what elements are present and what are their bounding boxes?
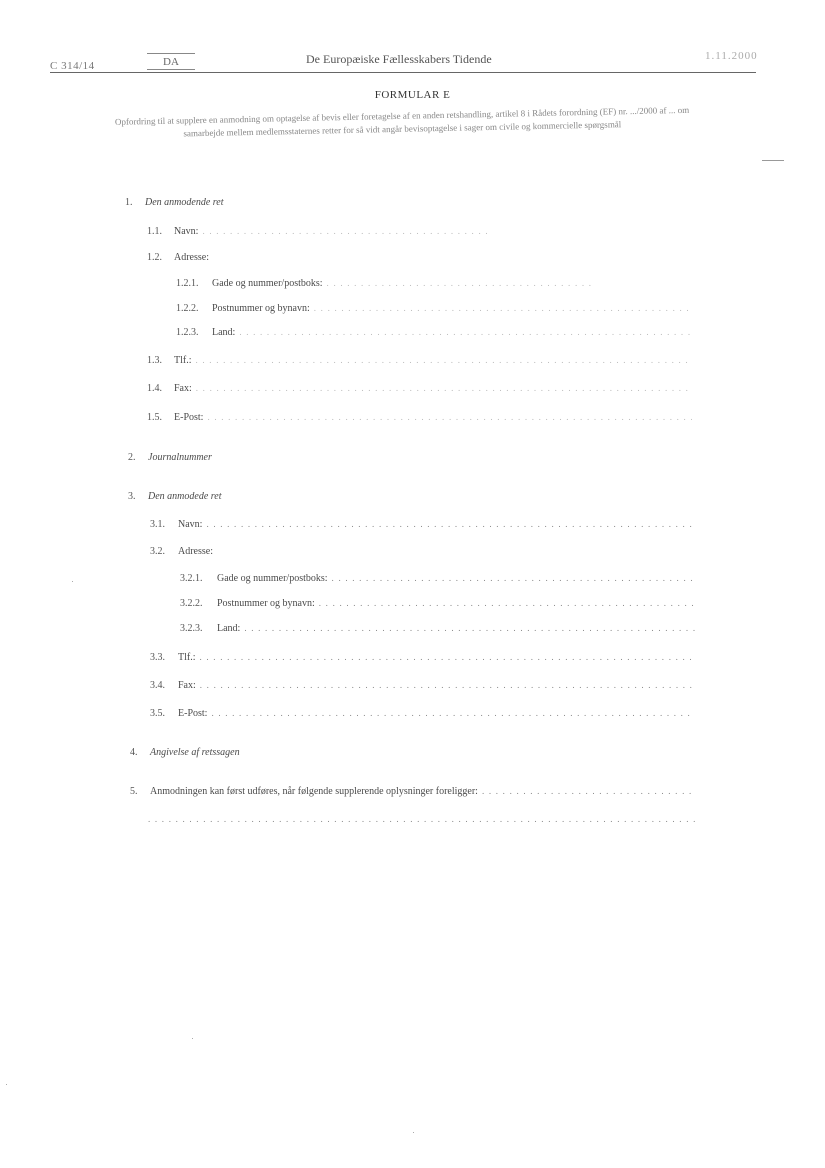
section-number: 3. [128,491,136,502]
field-1-1-name[interactable] [147,225,487,238]
field-3-2-1-street[interactable] [180,572,695,585]
field-label: Navn: [174,226,199,237]
fill-in-dots[interactable] [148,813,696,825]
section-title: Den anmodede ret [148,491,222,502]
field-3-3-phone[interactable] [150,651,695,664]
field-3-5-email[interactable] [150,707,695,720]
section-5-heading[interactable] [130,785,696,798]
field-label: Adresse: [178,546,213,557]
field-number: 1.2.2. [176,303,199,314]
fill-in-dots[interactable] [196,382,692,394]
field-1-2-2-postal[interactable] [176,302,691,315]
journal-title: De Europæiske Fællesskabers Tidende [306,52,492,66]
field-number: 1.2. [147,252,162,263]
section-number: 4. [130,747,138,758]
field-label: Tlf.: [178,652,196,663]
section-title: Angivelse af retssagen [150,747,240,758]
field-label: Postnummer og bynavn: [212,303,310,314]
field-label: Adresse: [174,252,209,263]
field-label: Gade og nummer/postboks: [217,573,328,584]
field-number: 1.2.3. [176,327,199,338]
field-number: 1.1. [147,226,162,237]
field-1-5-email[interactable] [147,411,692,424]
fill-in-dots[interactable] [206,518,695,530]
fill-in-dots[interactable] [196,354,693,366]
field-label: Postnummer og bynavn: [217,598,315,609]
fill-in-dots[interactable] [314,302,691,314]
section-number: 5. [130,786,138,797]
field-number: 3.2.1. [180,573,203,584]
fill-in-dots[interactable] [207,411,692,423]
page-reference: C 314/14 [50,60,95,72]
margin-mark [762,160,784,161]
section-title: Journalnummer [148,452,212,463]
field-label: Fax: [178,680,196,691]
field-number: 1.2.1. [176,278,199,289]
section-5-continuation-line[interactable] [148,813,696,825]
field-number: 1.5. [147,412,162,423]
field-3-4-fax[interactable] [150,679,695,692]
fill-in-dots[interactable] [202,225,487,237]
field-number: 3.5. [150,708,165,719]
field-label: Gade og nummer/postboks: [212,278,323,289]
fill-in-dots[interactable] [327,277,596,289]
field-label: Land: [217,623,241,634]
field-3-2-2-postal[interactable] [180,597,695,610]
field-3-2-3-country[interactable] [180,622,695,635]
field-number: 3.1. [150,519,165,530]
field-1-2-3-country[interactable] [176,326,691,339]
field-number: 3.3. [150,652,165,663]
field-label: E-Post: [174,412,204,423]
language-code: DA [147,56,195,70]
publication-date: 1.11.2000 [705,50,758,62]
field-number: 3.4. [150,680,165,691]
field-1-3-phone[interactable] [147,354,692,367]
fill-in-dots[interactable] [319,597,695,609]
section-title: Den anmodende ret [145,197,224,208]
field-3-2-address [150,546,213,558]
field-1-4-fax[interactable] [147,382,692,395]
fill-in-dots[interactable] [211,707,695,719]
section-3-heading [128,491,222,503]
fill-in-dots[interactable] [239,326,691,338]
fill-in-dots[interactable] [244,622,695,634]
section-4-heading [130,747,240,759]
section-number: 1. [125,197,133,208]
field-label: Tlf.: [174,355,192,366]
fill-in-dots[interactable] [200,679,695,691]
field-number: 3.2.2. [180,598,203,609]
form-intro: Opfordring til at supplere en anmodning om optagelse af bevis eller foretagelse af en anden retshandling, artikel 8 i Rådets forordning (EF) nr. .../2000 af ... om samarbejde mellem medlemsstaternes retter for så vidt angår bevisoptagelse i sager om civile og kommercielle spørgsmål [114,104,690,139]
field-number: 1.3. [147,355,162,366]
section-number: 2. [128,452,136,463]
field-number: 1.4. [147,383,162,394]
field-3-1-name[interactable] [150,518,695,531]
field-label: Navn: [178,519,203,530]
form-title: FORMULAR E [374,89,451,101]
field-label: Fax: [174,383,192,394]
field-label: E-Post: [178,708,208,719]
fill-in-dots[interactable] [200,651,696,663]
section-2-heading [128,452,212,464]
field-number: 3.2. [150,546,165,557]
field-1-2-address [147,252,209,264]
fill-in-dots[interactable] [482,785,696,797]
field-1-2-1-street[interactable] [176,277,596,290]
section-title: Anmodningen kan først udføres, når følgende supplerende oplysninger foreligger: [150,786,478,797]
header-rule [50,72,756,73]
field-label: Land: [212,327,236,338]
fill-in-dots[interactable] [332,572,695,584]
field-number: 3.2.3. [180,623,203,634]
section-1-heading [125,197,224,209]
